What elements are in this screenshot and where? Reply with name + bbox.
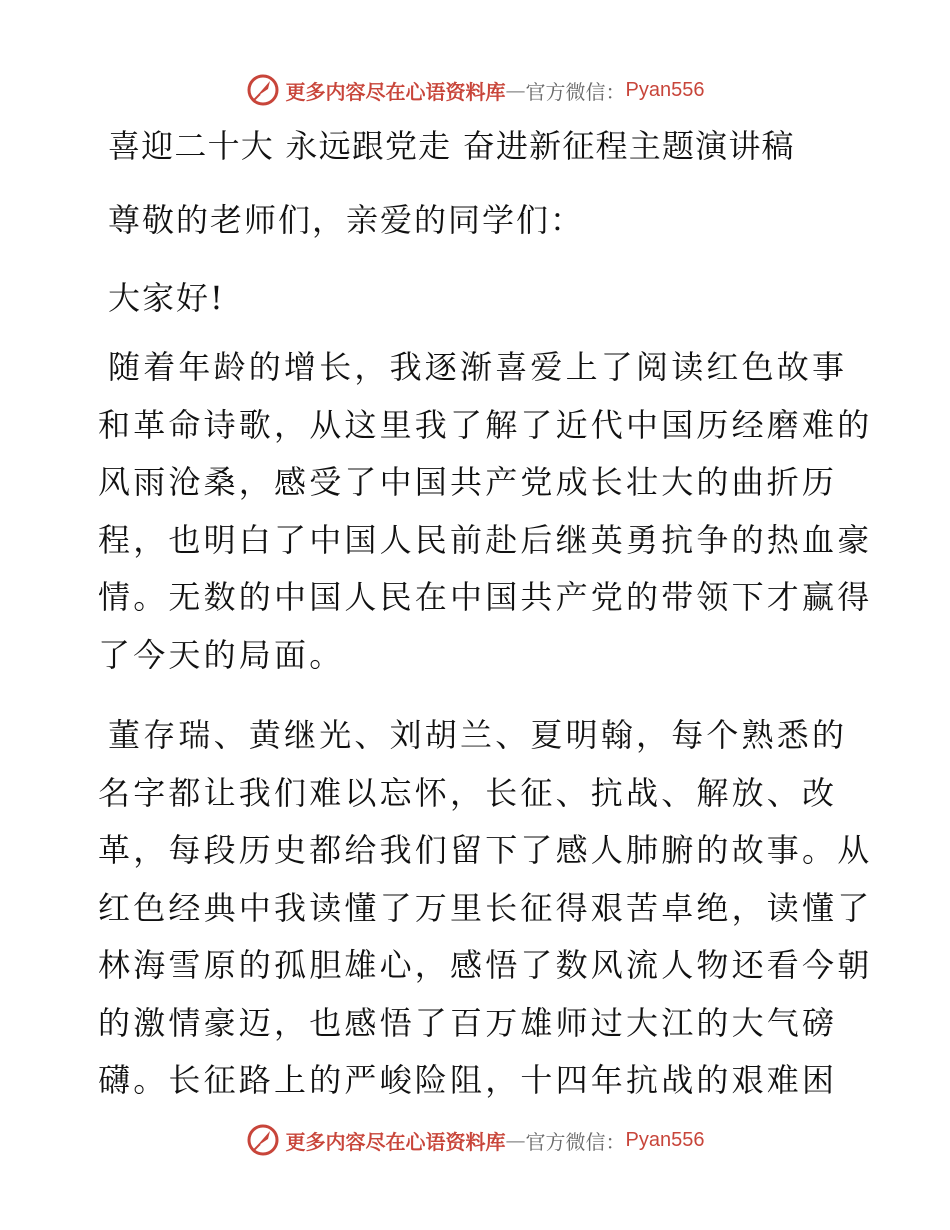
header-watermark <box>0 70 950 110</box>
paragraph-line: 和革命诗歌，从这里我了解了近代中国历经磨难的 <box>98 405 873 444</box>
paragraph-line: 革，每段历史都给我们留下了感人肺腑的故事。从 <box>98 831 873 869</box>
quill-logo-icon <box>246 1123 280 1157</box>
watermark-label: 官方微信： <box>525 79 626 104</box>
watermark-wechat-id: Pyan556 <box>625 78 705 101</box>
paragraph-line: 礴。长征路上的严峻险阻，十四年抗战的艰难困 <box>98 1061 838 1099</box>
watermark-text: 更多内容尽在心语资料库 <box>285 1129 506 1154</box>
watermark-dash: — <box>505 1128 526 1152</box>
footer-watermark <box>0 1120 950 1160</box>
paragraph-line: 了今天的局面。 <box>98 635 345 674</box>
paragraph-line: 林海雪原的孤胆雄心，感悟了数风流人物还看今朝 <box>98 946 873 984</box>
greeting-line: 尊敬的老师们，亲爱的同学们： <box>108 201 585 239</box>
paragraph-line: 随着年龄的增长，我逐渐喜爱上了阅读红色故事 <box>108 348 848 386</box>
paragraph-line: 的激情豪迈，也感悟了百万雄师过大江的大气磅 <box>98 1003 838 1042</box>
watermark-text: 更多内容尽在心语资料库 <box>285 79 506 104</box>
paragraph-2 <box>98 707 873 1110</box>
quill-logo-icon <box>246 73 280 107</box>
document-title: 喜迎二十大 永远跟党走 奋进新征程主题演讲稿 <box>108 127 795 165</box>
paragraph-line: 董存瑞、黄继光、刘胡兰、夏明翰，每个熟悉的 <box>108 716 848 754</box>
watermark-label: 官方微信： <box>525 1129 626 1154</box>
paragraph-line: 风雨沧桑，感受了中国共产党成长壮大的曲折历 <box>98 463 838 501</box>
paragraph-line: 名字都让我们难以忘怀，长征、抗战、解放、改 <box>98 773 838 812</box>
hello-line: 大家好! <box>108 279 225 317</box>
paragraph-1 <box>98 339 873 684</box>
paragraph-line: 程，也明白了中国人民前赴后继英勇抗争的热血豪 <box>98 520 873 559</box>
watermark-dash: — <box>505 78 526 102</box>
paragraph-line: 情。无数的中国人民在中国共产党的带领下才赢得 <box>98 578 873 616</box>
watermark-wechat-id: Pyan556 <box>625 1128 705 1151</box>
paragraph-line: 红色经典中我读懂了万里长征得艰苦卓绝，读懂了 <box>98 888 873 927</box>
